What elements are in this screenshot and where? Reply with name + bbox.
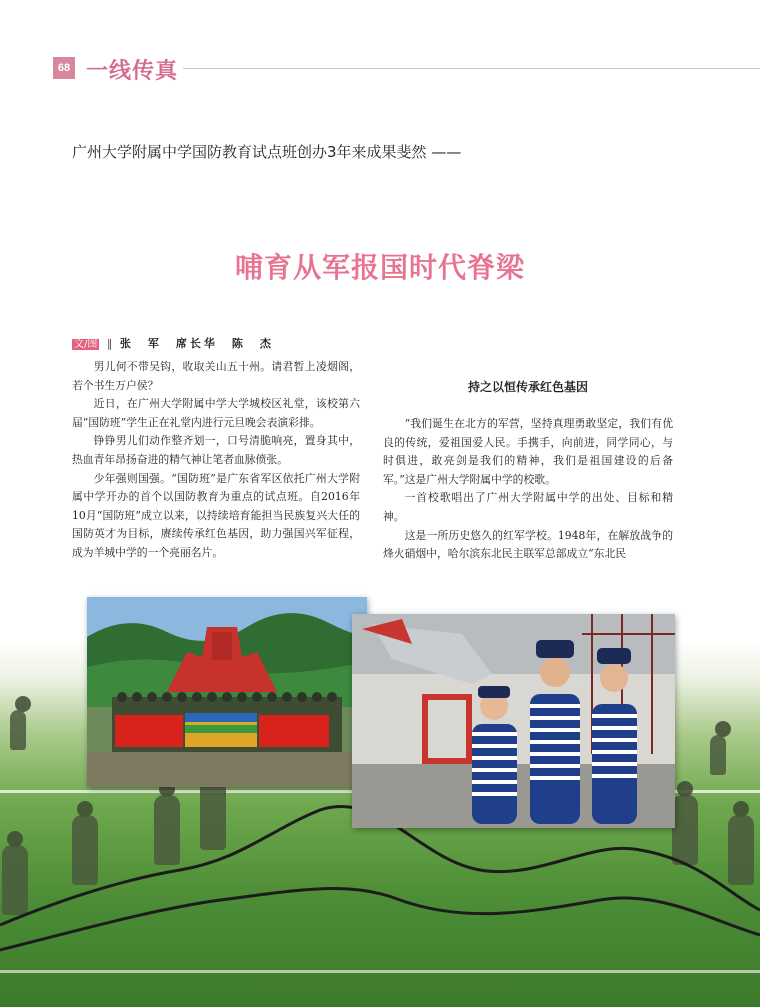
byline [72,335,274,351]
paragraph: 这是一所历史悠久的红军学校。1948年，在解放战争的烽火硝烟中，哈尔滨东北民主联军总部成立“东北民 [383,528,673,561]
byline-authors: 张 军 席长华 陈 杰 [119,337,274,350]
article-title: 哺育从军报国时代脊梁 [234,251,525,284]
byline-tag: 文/图 [74,339,98,350]
byline-separator: ‖ [106,337,113,350]
group-photo [87,597,367,787]
right-column [383,415,673,564]
section-heading: 持之以恒传承红色基因 [467,380,588,394]
paragraph: 近日，在广州大学附属中学大学城校区礼堂，该校第六届“国防班”学生正在礼堂内进行元旦晚会表演彩排。 [72,397,360,429]
page-number: 68 [53,57,75,79]
aircraft-students-photo [352,614,675,828]
paragraph: 男儿何不带吴钩，收取关山五十州。请君暂上凌烟阁，若个书生万户侯？ [72,360,360,392]
header-rule [183,68,760,69]
article-subtitle: 广州大学附属中学国防教育试点班创办3年来成果斐然 —— [72,143,462,161]
paragraph: 铮铮男儿们动作整齐划一，口号清脆响亮，置身其中，热血青年昂扬奋进的精气神让笔者血脉偾张。 [72,434,360,466]
paragraph: “我们诞生在北方的军营，坚持真理勇敢坚定，我们有优良的传统，爱祖国爱人民。手携手，向前进，同学同心，与时俱进，敢亮剑是我们的精神，我们是祖国建设的后备军。”这是广州大学附属中学的校歌。 [383,417,673,486]
left-column [72,358,360,563]
paragraph: 少年强则国强。“国防班”是广东省军区依托广州大学附属中学开办的首个以国防教育为重点的试点班。自2016年10月“国防班”成立以来，以持续培育能担当民族复兴大任的国防英才为目标，赓续传承红色基因，助力强国兴军征程，成为羊城中学的一个亮丽名片。 [72,471,360,559]
soldier-figure [10,710,26,750]
column-title: 一线传真 [86,59,179,84]
paragraph: 一首校歌唱出了广州大学附属中学的出处、目标和精神。 [383,491,673,523]
